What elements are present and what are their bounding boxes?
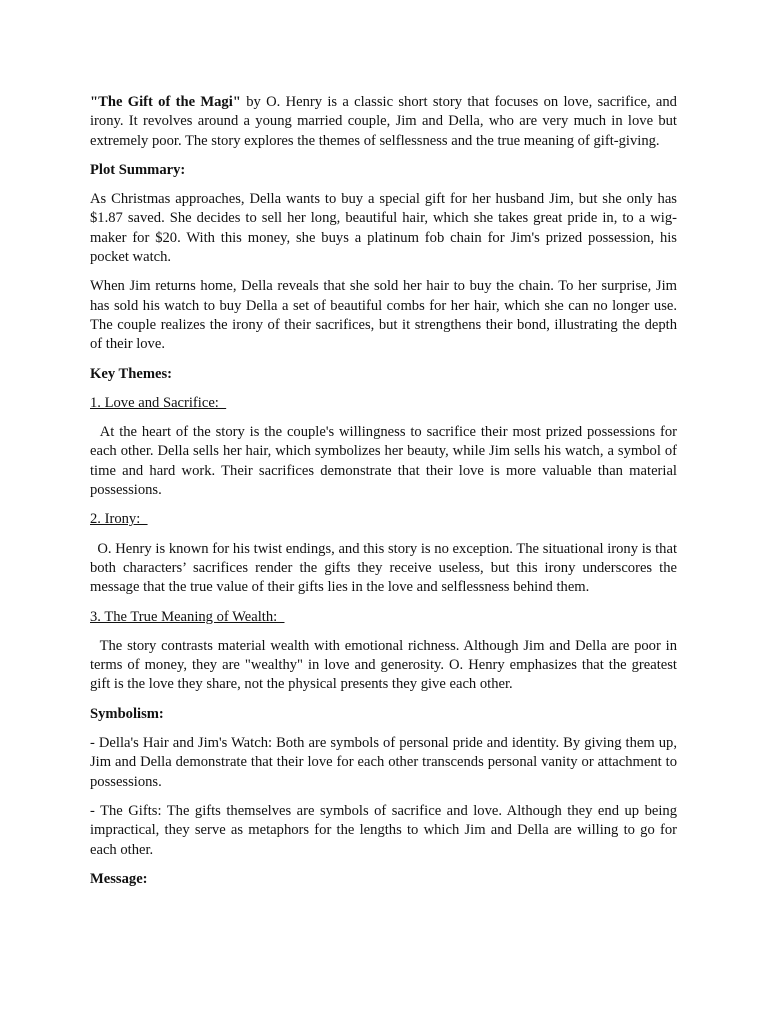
theme-2-body: O. Henry is known for his twist endings, and this story is no exception. The situational irony is that both characters’ sacrifices render the gifts they receive useless, but this irony underscores the message that the true value of their gifts lies in the love and selflessness behind them. [90, 540, 681, 596]
document-page [90, 93, 681, 899]
plot-paragraph-1: As Christmas approaches, Della wants to buy a special gift for her husband Jim, but she only has $1.87 saved. She decides to sell her long, beautiful hair, which she takes great pride in, to a wig-maker for $20. With this money, she buys a platinum fob chain for Jim's prized possession, his pocket watch. [90, 191, 677, 266]
intro-paragraph [90, 93, 677, 151]
plot-summary-heading: Plot Summary: [90, 161, 186, 178]
symbolism-paragraph-1: - Della's Hair and Jim's Watch: Both are symbols of personal pride and identity. By giving them up, Jim and Della demonstrate that their love for each other transcends personal vanity or attachment to possessions. [90, 735, 677, 790]
theme-1-body: At the heart of the story is the couple's willingness to sacrifice their most prized possessions for each other. Della sells her hair, which symbolizes her beauty, while Jim sells his watch, a symbol of time and hard work. Their sacrifices demonstrate that their love is more valuable than material possessions. [90, 424, 681, 499]
symbolism-heading: Symbolism: [90, 705, 164, 722]
theme-3-title-line [90, 608, 677, 627]
key-themes-heading: Key Themes: [90, 365, 173, 382]
intro-text: by O. Henry is a classic short story that focuses on love, sacrifice, and irony. It revolves around a young married couple, Jim and Della, who are very much in love but extremely poor. The story explores the themes of selflessness and the true meaning of gift-giving. [90, 94, 677, 149]
theme-3-body: The story contrasts material wealth with emotional richness. Although Jim and Della are poor in terms of money, they are "wealthy" in love and generosity. O. Henry emphasizes that the greatest gift is the love they share, not the physical presents they give each other. [90, 637, 681, 693]
symbolism-paragraph-2: - The Gifts: The gifts themselves are symbols of sacrifice and love. Although they end up being impractical, they serve as metaphors for the lengths to which Jim and Della are willing to go for each other. [90, 802, 677, 858]
theme-1-title: 1. Love and Sacrifice: [90, 394, 227, 411]
theme-2-title-line [90, 510, 677, 529]
theme-1-title-line [90, 394, 677, 413]
plot-paragraph-2: When Jim returns home, Della reveals that she sold her hair to buy the chain. To her surprise, Jim has sold his watch to buy Della a set of beautiful combs for her hair, which she can no longer use. The couple realizes the irony of their sacrifices, but it strengthens their bond, illustrating the depth of their love. [90, 278, 677, 353]
message-heading: Message: [90, 870, 148, 887]
theme-3-title: 3. The True Meaning of Wealth: [90, 608, 285, 625]
theme-2-title: 2. Irony: [90, 511, 148, 528]
story-title: "The Gift of the Magi" [90, 94, 241, 110]
